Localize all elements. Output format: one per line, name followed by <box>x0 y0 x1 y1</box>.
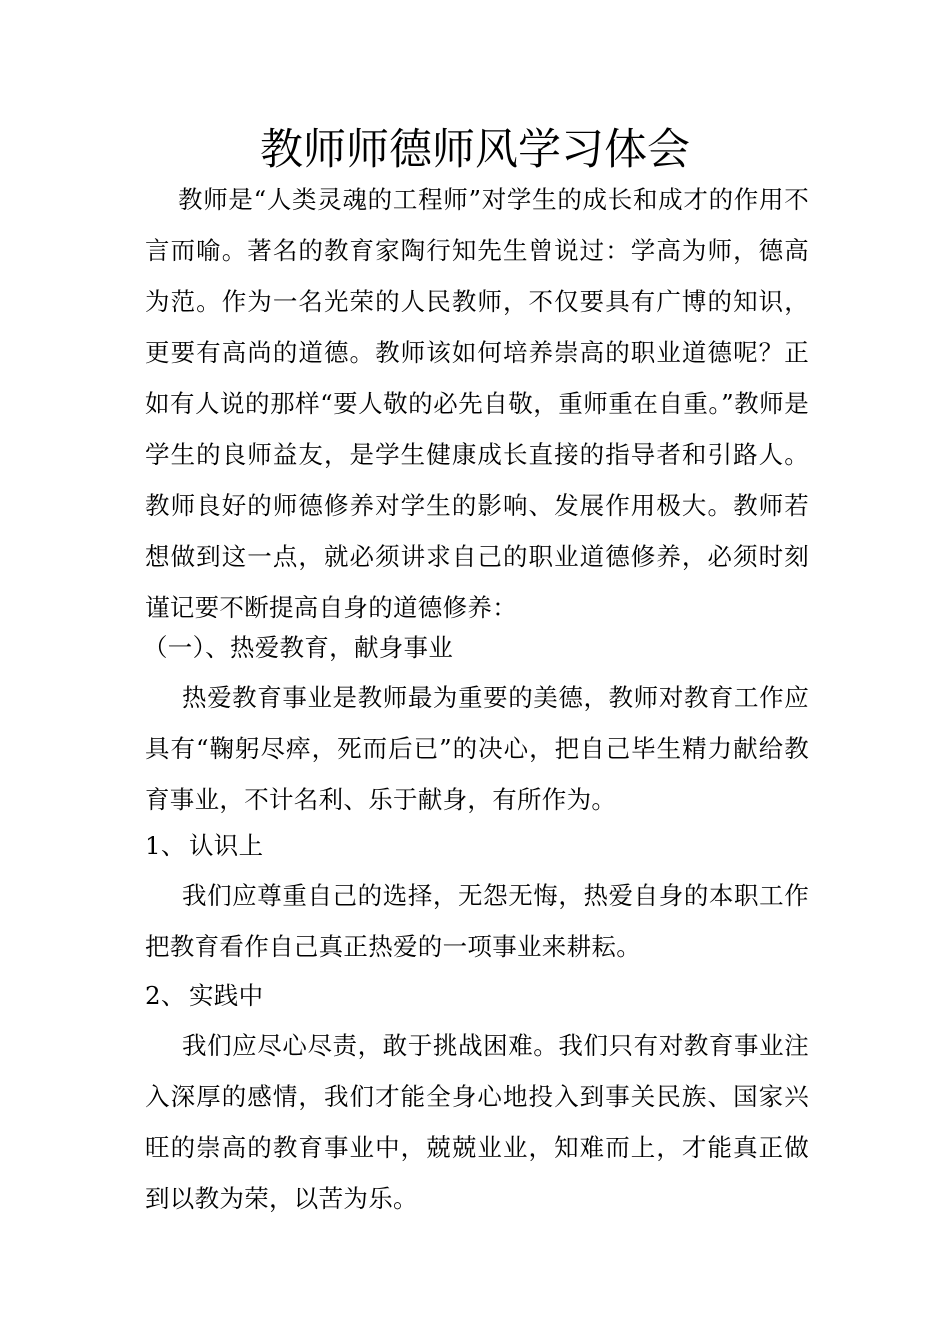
document-title: 教师师德师风学习体会 <box>260 125 690 175</box>
section-heading: （一）、热爱教育，献身事业 <box>143 633 454 662</box>
intro-paragraph: 教师是“人类灵魂的工程师”对学生的成长和成才的作用不言而喻。著名的教育家陶行知先生曾说过：学高为师，德高为范。作为一名光荣的人民教师，不仅要具有广博的知识，更要有高尚的道德。教师该如何培养崇高的职业道德呢？正如有人说的那样“要人敬的必先自敬，重师重在自重。”教师是学生的良师益友，是学生健康成长直接的指导者和引路人。教师良好的师德修养对学生的影响、发展作用极大。教师若想做到这一点，就必须讲求自己的职业道德修养，必须时刻谨记要不断提高自身的道德修养： <box>145 185 809 622</box>
subsection-heading-1 <box>145 820 809 871</box>
subsection-heading-2 <box>145 970 809 1021</box>
subsection-paragraph-1: 我们应尊重自己的选择，无怨无悔，热爱自身的本职工作把教育看作自己真正热爱的一项事业来耕耘。 <box>145 881 809 961</box>
subsection-title: 实践中 <box>189 981 264 1010</box>
section-paragraph: 热爱教育事业是教师最为重要的美德，教师对教育工作应具有“鞠躬尽瘁，死而后已”的决心，把自己毕生精力献给教育事业，不计名利、乐于献身，有所作为。 <box>145 683 809 814</box>
subsection-number: 2、 <box>145 981 186 1010</box>
subsection-number: 1、 <box>145 831 186 860</box>
subsection-title: 认识上 <box>189 831 264 860</box>
subsection-paragraph-2: 我们应尽心尽责，敢于挑战困难。我们只有对教育事业注入深厚的感情，我们才能全身心地投入到事关民族、国家兴旺的崇高的教育事业中，兢兢业业，知难而上，才能真正做到以教为荣，以苦为乐。 <box>145 1031 809 1213</box>
